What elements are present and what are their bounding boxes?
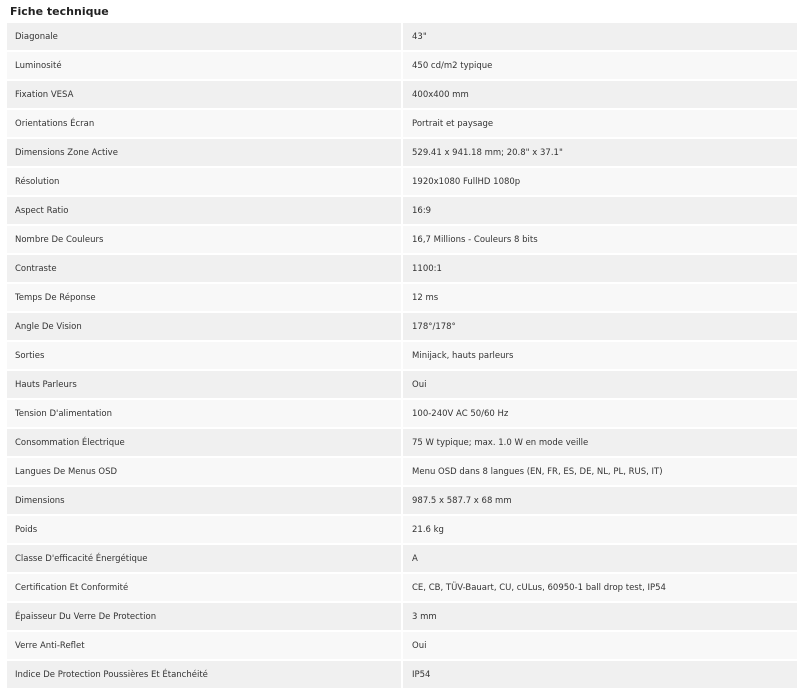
table-row [7,139,797,166]
table-row [7,545,797,572]
section-title: Fiche technique [10,5,109,18]
table-row [7,429,797,456]
table-row [7,632,797,659]
table-row [7,23,797,50]
spec-label: Verre Anti-Reflet [7,632,403,659]
spec-value: 12 ms [403,284,797,311]
spec-value: 1920x1080 FullHD 1080p [403,168,797,195]
spec-label: Orientations Écran [7,110,403,137]
spec-label: Nombre De Couleurs [7,226,403,253]
spec-label: Tension D'alimentation [7,400,403,427]
table-row [7,574,797,601]
spec-label: Sorties [7,342,403,369]
spec-label: Résolution [7,168,403,195]
spec-label: Épaisseur Du Verre De Protection [7,603,403,630]
spec-value: Menu OSD dans 8 langues (EN, FR, ES, DE, NL, PL, RUS, IT) [403,458,797,485]
spec-value: 16:9 [403,197,797,224]
spec-value: Portrait et paysage [403,110,797,137]
spec-label: Hauts Parleurs [7,371,403,398]
table-row [7,661,797,688]
spec-label: Indice De Protection Poussières Et Étanchéité [7,661,403,688]
table-row [7,342,797,369]
spec-label: Angle De Vision [7,313,403,340]
spec-table-body [7,23,797,688]
spec-label: Fixation VESA [7,81,403,108]
spec-value: 43" [403,23,797,50]
spec-label: Aspect Ratio [7,197,403,224]
spec-label: Dimensions Zone Active [7,139,403,166]
spec-value: Minijack, hauts parleurs [403,342,797,369]
spec-label: Consommation Électrique [7,429,403,456]
table-row [7,516,797,543]
table-row [7,284,797,311]
spec-table [7,21,797,690]
spec-label: Classe D'efficacité Énergétique [7,545,403,572]
spec-value: 100-240V AC 50/60 Hz [403,400,797,427]
table-row [7,371,797,398]
spec-label: Dimensions [7,487,403,514]
spec-value: 178°/178° [403,313,797,340]
table-row [7,458,797,485]
spec-value: 16,7 Millions - Couleurs 8 bits [403,226,797,253]
spec-value: 400x400 mm [403,81,797,108]
spec-label: Certification Et Conformité [7,574,403,601]
table-row [7,81,797,108]
spec-value: IP54 [403,661,797,688]
spec-value: 75 W typique; max. 1.0 W en mode veille [403,429,797,456]
spec-label: Poids [7,516,403,543]
table-row [7,110,797,137]
table-row [7,197,797,224]
spec-label: Langues De Menus OSD [7,458,403,485]
table-row [7,226,797,253]
spec-value: 987.5 x 587.7 x 68 mm [403,487,797,514]
spec-value: 21.6 kg [403,516,797,543]
spec-value: 1100:1 [403,255,797,282]
spec-value: CE, CB, TÜV-Bauart, CU, cULus, 60950-1 ball drop test, IP54 [403,574,797,601]
spec-value: Oui [403,371,797,398]
table-row [7,52,797,79]
table-row [7,603,797,630]
spec-label: Temps De Réponse [7,284,403,311]
table-row [7,487,797,514]
spec-value: A [403,545,797,572]
spec-value: 529.41 x 941.18 mm; 20.8" x 37.1" [403,139,797,166]
spec-value: Oui [403,632,797,659]
table-row [7,313,797,340]
spec-value: 3 mm [403,603,797,630]
spec-label: Contraste [7,255,403,282]
spec-value: 450 cd/m2 typique [403,52,797,79]
table-row [7,400,797,427]
table-row [7,255,797,282]
spec-label: Luminosité [7,52,403,79]
table-row [7,168,797,195]
spec-label: Diagonale [7,23,403,50]
